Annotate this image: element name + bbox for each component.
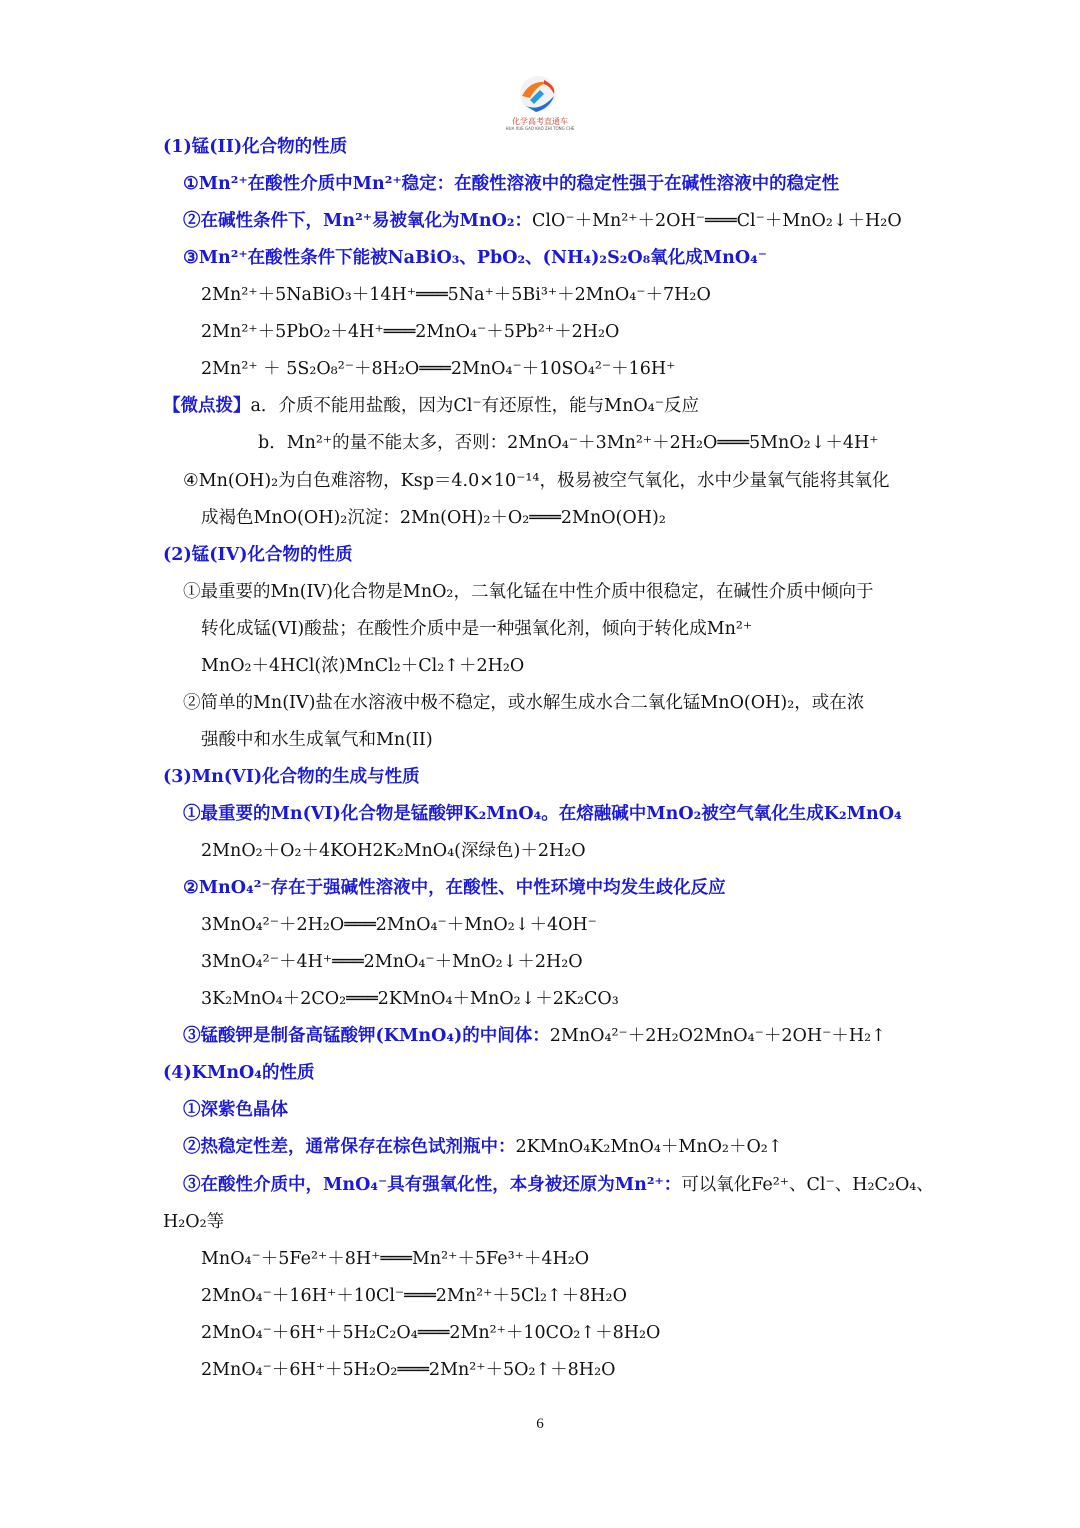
paragraph-line: ③锰酸钾是制备高锰酸钾(KMnO₄)的中间体：2MnO₄²⁻＋2H₂O2MnO₄⁻＋2OH⁻＋H₂↑	[183, 1026, 886, 1046]
logo	[500, 72, 580, 134]
logo-subcaption: HUA XUE GAO KAO ZHI TONG CHE	[505, 126, 575, 131]
page-number: 6	[536, 1416, 544, 1432]
section-heading-mn6: (3)Mn(VI)化合物的生成与性质	[163, 767, 420, 787]
tip-line: 【微点拨】a．介质不能用盐酸，因为Cl⁻有还原性，能与MnO₄⁻反应	[163, 396, 699, 416]
equation: 2MnO₄²⁻＋2H₂O2MnO₄⁻＋2OH⁻＋H₂↑	[549, 1026, 886, 1046]
equation-line: 2MnO₂＋O₂＋4KOH2K₂MnO₄(深绿色)＋2H₂O	[201, 841, 586, 861]
paragraph-line: ②在碱性条件下，Mn²⁺易被氧化为MnO₂：ClO⁻＋Mn²⁺＋2OH⁻═══Cl⁻＋MnO₂↓＋H₂O	[183, 211, 902, 231]
logo-caption: 化学高考直通车	[512, 117, 568, 126]
section-heading-kmno4: (4)KMnO₄的性质	[163, 1063, 315, 1083]
tip-text: a．介质不能用盐酸，因为Cl⁻有还原性，能与MnO₄⁻反应	[250, 396, 699, 416]
paragraph-line: ②MnO₄²⁻存在于强碱性溶液中，在酸性、中性环境中均发生歧化反应	[183, 878, 726, 898]
equation-line: 2MnO₄⁻＋6H⁺＋5H₂O₂═══2Mn²⁺＋5O₂↑＋8H₂O	[201, 1360, 616, 1380]
paragraph-line: 强酸中和水生成氧气和Mn(II)	[201, 730, 433, 750]
equation-line: MnO₂＋4HCl(浓)MnCl₂＋Cl₂↑＋2H₂O	[201, 656, 525, 676]
equation: 2KMnO₄K₂MnO₄＋MnO₂＋O₂↑	[515, 1137, 783, 1157]
paragraph-line: ①最重要的Mn(VI)化合物是锰酸钾K₂MnO₄。在熔融碱中MnO₂被空气氧化生成K₂MnO₄	[183, 804, 902, 824]
equation-line: 2Mn²⁺＋5PbO₂＋4H⁺═══2MnO₄⁻＋5Pb²⁺＋2H₂O	[201, 322, 620, 342]
paragraph-line: 转化成锰(VI)酸盐；在酸性介质中是一种强氧化剂，倾向于转化成Mn²⁺	[201, 619, 753, 639]
paragraph-line: 成褐色MnO(OH)₂沉淀：2Mn(OH)₂＋O₂═══2MnO(OH)₂	[201, 508, 666, 528]
equation-line: 2Mn²⁺ ＋ 5S₂O₈²⁻＋8H₂O═══2MnO₄⁻＋10SO₄²⁻＋16H⁺	[201, 359, 676, 379]
paragraph-line: H₂O₂等	[163, 1212, 225, 1232]
equation: ClO⁻＋Mn²⁺＋2OH⁻═══Cl⁻＋MnO₂↓＋H₂O	[532, 211, 902, 231]
equation-line: 2Mn²⁺＋5NaBiO₃＋14H⁺═══5Na⁺＋5Bi³⁺＋2MnO₄⁻＋7H₂O	[201, 285, 711, 305]
section-heading-mn2: (1)锰(II)化合物的性质	[163, 137, 348, 157]
paragraph-line: ①最重要的Mn(IV)化合物是MnO₂，二氧化锰在中性介质中很稳定，在碱性介质中倾向于	[183, 582, 874, 602]
equation-line: 2MnO₄⁻＋6H⁺＋5H₂C₂O₄═══2Mn²⁺＋10CO₂↑＋8H₂O	[201, 1323, 661, 1343]
tip-line: b．Mn²⁺的量不能太多，否则：2MnO₄⁻＋3Mn²⁺＋2H₂O═══5MnO₂↓＋4H⁺	[258, 433, 879, 453]
paragraph-text: 可以氧化Fe²⁺、Cl⁻、H₂C₂O₄、	[681, 1175, 934, 1195]
paragraph-line: ④Mn(OH)₂为白色难溶物，Ksp＝4.0×10⁻¹⁴，极易被空气氧化，水中少量氧气能将其氧化	[183, 471, 890, 491]
paragraph-line: ③在酸性介质中，MnO₄⁻具有强氧化性，本身被还原为Mn²⁺：可以氧化Fe²⁺、Cl⁻、H₂C₂O₄、	[183, 1175, 934, 1195]
section-heading-mn4: (2)锰(IV)化合物的性质	[163, 545, 353, 565]
paragraph-line: ①深紫色晶体	[183, 1100, 288, 1120]
equation-line: 3MnO₄²⁻＋2H₂O═══2MnO₄⁻＋MnO₂↓＋4OH⁻	[201, 915, 597, 935]
equation-line: 2MnO₄⁻＋16H⁺＋10Cl⁻═══2Mn²⁺＋5Cl₂↑＋8H₂O	[201, 1286, 627, 1306]
equation-line: 3K₂MnO₄＋2CO₂═══2KMnO₄＋MnO₂↓＋2K₂CO₃	[201, 989, 619, 1009]
paragraph-line: ①Mn²⁺在酸性介质中Mn²⁺稳定：在酸性溶液中的稳定性强于在碱性溶液中的稳定性	[183, 174, 840, 194]
paragraph-line: ②简单的Mn(IV)盐在水溶液中极不稳定，或水解生成水合二氧化锰MnO(OH)₂，或在浓	[183, 693, 865, 713]
paragraph-line: ②热稳定性差，通常保存在棕色试剂瓶中：2KMnO₄K₂MnO₄＋MnO₂＋O₂↑	[183, 1137, 783, 1157]
paragraph-line: ③Mn²⁺在酸性条件下能被NaBiO₃、PbO₂、(NH₄)₂S₂O₈氧化成MnO₄⁻	[183, 248, 768, 268]
equation-line: 3MnO₄²⁻＋4H⁺═══2MnO₄⁻＋MnO₂↓＋2H₂O	[201, 952, 583, 972]
equation-line: MnO₄⁻＋5Fe²⁺＋8H⁺═══Mn²⁺＋5Fe³⁺＋4H₂O	[201, 1249, 590, 1269]
